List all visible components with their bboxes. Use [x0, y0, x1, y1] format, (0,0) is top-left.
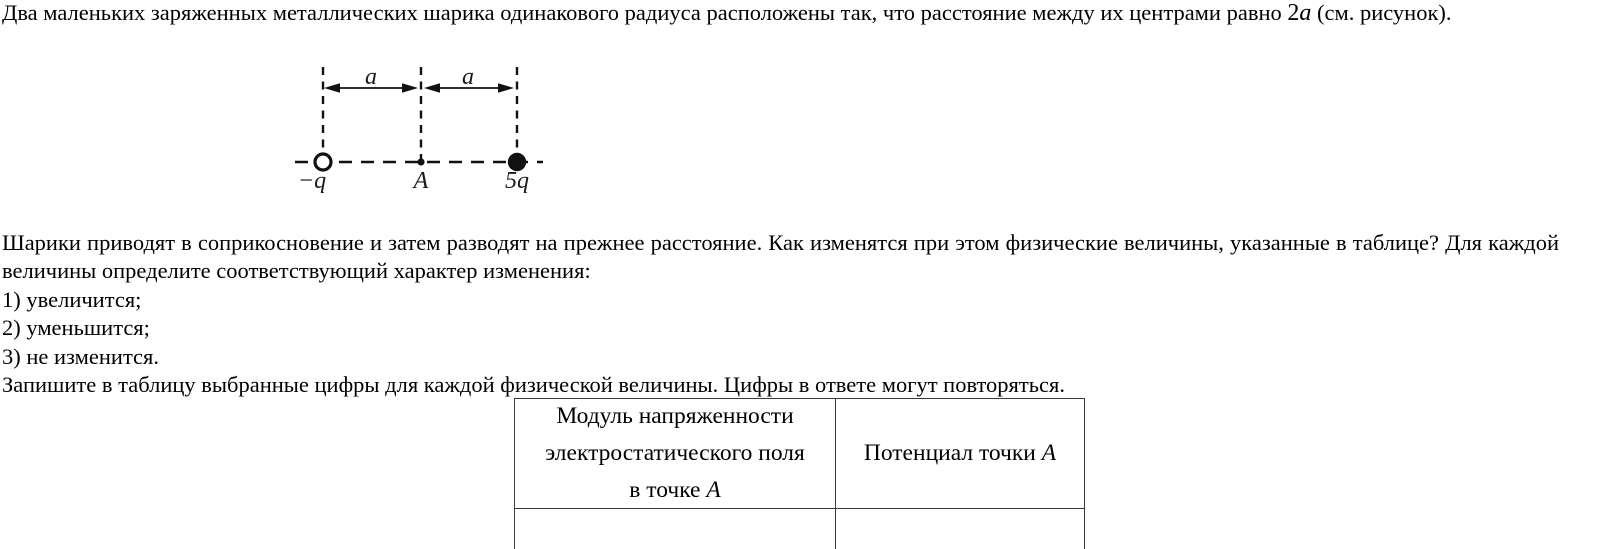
header-col2-text: Потенциал точки	[863, 440, 1036, 466]
distance-value-number: 2	[1287, 0, 1300, 26]
distance-label-left: a	[365, 64, 377, 90]
option-decrease: 2) уменьшится;	[2, 315, 150, 341]
header-col2-point-variable: A	[1041, 440, 1057, 466]
instruction-text: Запишите в таблицу выбранные цифры для каждой физической величины. Цифры в ответе могут повторяться.	[2, 372, 1065, 398]
table-header-field-magnitude	[515, 399, 836, 509]
question-block	[2, 229, 1559, 399]
answer-cell-potential	[836, 509, 1084, 549]
option-increase: 1) увеличится;	[2, 286, 142, 312]
header-col1-line1: Модуль напряженности	[556, 403, 794, 429]
question-text: Шарики приводят в соприкосновение и затем разводят на прежнее расстояние. Как изменятся при этом физические величины, указанные в таблице? Для каждой величины определите соответствующий характер изменения:	[2, 230, 1559, 284]
negative-charge-label: −q	[297, 168, 327, 194]
answer-cell-field-magnitude	[515, 509, 836, 549]
statement-text-after: (см. рисунок).	[1316, 0, 1452, 25]
distance-label-right: a	[462, 64, 474, 90]
table-header-potential	[836, 399, 1084, 509]
charges-diagram	[290, 55, 560, 203]
header-col1-line3	[629, 472, 720, 509]
header-col1-point-variable: A	[706, 477, 721, 503]
point-a-label: A	[413, 168, 429, 194]
positive-charge-label: 5q	[505, 168, 529, 194]
distance-value-variable: a	[1299, 0, 1312, 26]
header-col1-line3-text: в точке	[629, 477, 701, 503]
problem-statement	[2, 0, 1598, 28]
header-col1-line2: электростатического поля	[545, 440, 805, 466]
option-no-change: 3) не изменится.	[2, 343, 160, 369]
header-col2-line	[864, 435, 1056, 472]
statement-text-before: Два маленьких заряженных металлических шарика одинакового радиуса расположены так, что расстояние между их центрами равно	[2, 0, 1282, 25]
point-a-dot	[417, 158, 424, 165]
answer-table	[514, 398, 1085, 549]
